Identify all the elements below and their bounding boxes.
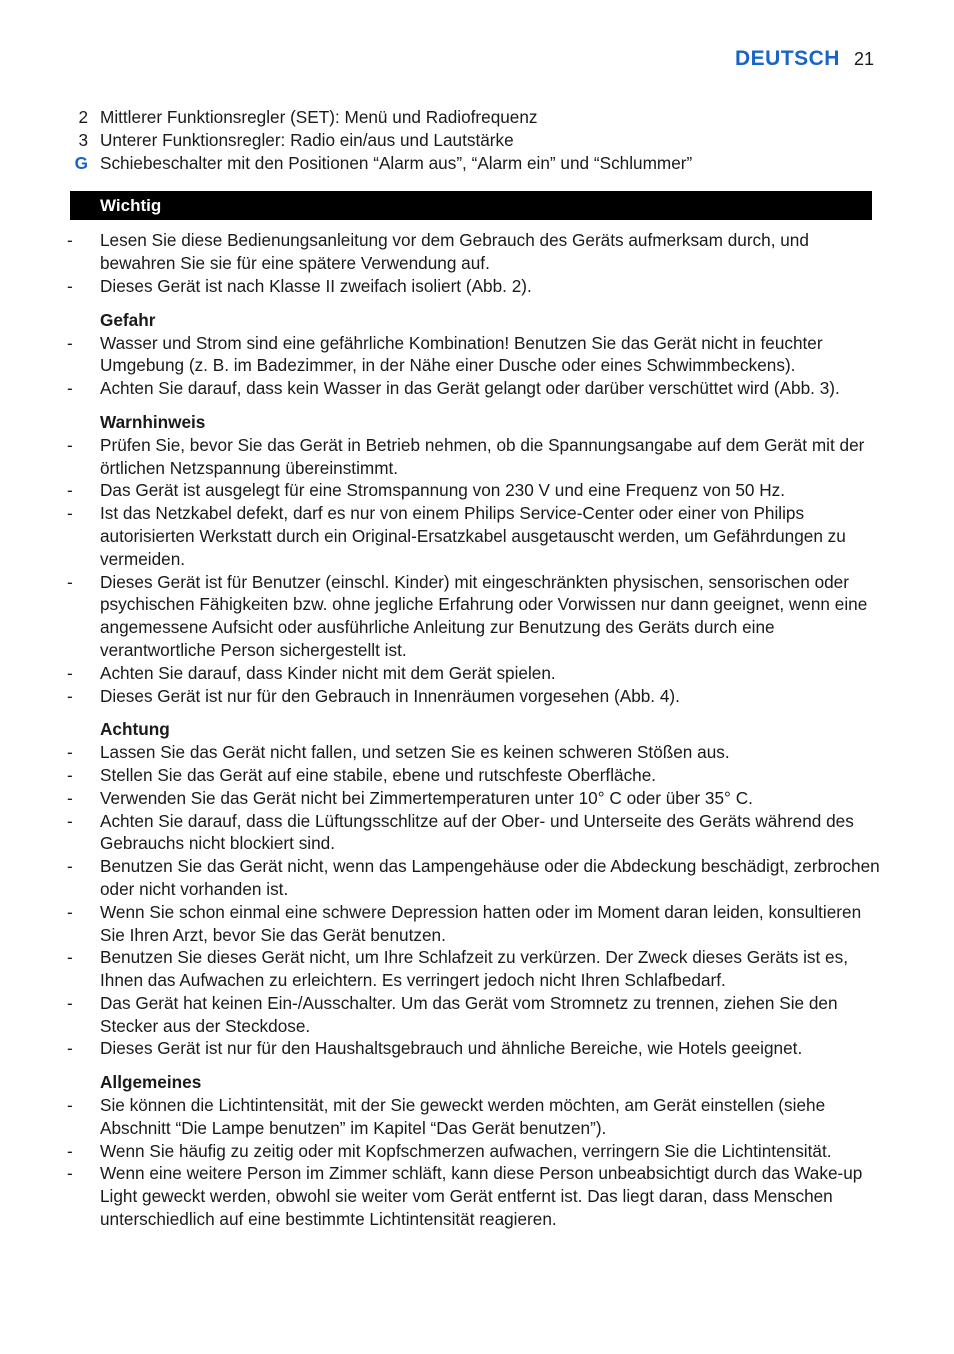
document-body: [60, 106, 880, 1231]
list-item-text: Lassen Sie das Gerät nicht fallen, und setzen Sie es keinen schweren Stößen aus.: [100, 742, 730, 763]
list-item-text: Wasser und Strom sind eine gefährliche Kombination! Benutzen Sie das Gerät nicht in feuchter Umgebung (z. B. im Badezimmer, in der Nähe einer Dusche oder eines Schwimmbeckens).: [100, 332, 823, 376]
list-item: [60, 275, 880, 298]
section-title-bar: Wichtig: [70, 191, 872, 220]
list-item-text: Dieses Gerät ist nur für den Gebrauch in Innenräumen vorgesehen (Abb. 4).: [100, 685, 680, 706]
section-heading-gefahr: Gefahr: [100, 309, 156, 330]
list-item-text: Wenn Sie schon einmal eine schwere Depression hatten oder im Moment daran leiden, konsultieren Sie Ihren Arzt, bevor Sie das Gerät benutzen.: [100, 901, 862, 945]
list-item-text: Ist das Netzkabel defekt, darf es nur von einem Philips Service-Center oder einer von Philips autorisierten Werkstatt durch ein Original-Ersatzkabel ausgetauscht werden, um Gefährdungen zu vermeiden.: [100, 503, 846, 569]
list-item: [60, 1140, 880, 1163]
list-item: [60, 901, 880, 947]
dash-bullet: -: [67, 480, 73, 501]
list-item: [60, 787, 880, 810]
list-item: [60, 662, 880, 685]
general-list: [60, 229, 880, 297]
dash-bullet: -: [67, 901, 73, 922]
list-item-text: Achten Sie darauf, dass die Lüftungsschlitze auf der Ober- und Unterseite des Geräts während des Gebrauchs nicht blockiert sind.: [100, 810, 854, 854]
list-item: [60, 1037, 880, 1060]
list-item: [60, 571, 880, 662]
warnhinweis-list: [60, 434, 880, 708]
page-number: 21: [853, 49, 874, 69]
dash-bullet: -: [67, 662, 73, 683]
intro-list: [60, 106, 880, 174]
list-item: [60, 855, 880, 901]
list-item: [60, 377, 880, 400]
list-item-text: Dieses Gerät ist nur für den Haushaltsgebrauch und ähnliche Bereiche, wie Hotels geeignet.: [100, 1038, 803, 1059]
list-item-text: Achten Sie darauf, dass Kinder nicht mit dem Gerät spielen.: [100, 662, 556, 683]
dash-bullet: -: [67, 992, 73, 1013]
dash-bullet: -: [67, 1038, 73, 1059]
dash-bullet: -: [67, 764, 73, 785]
list-item-text: Benutzen Sie das Gerät nicht, wenn das Lampengehäuse oder die Abdeckung beschädigt, zerbrochen oder nicht vorhanden ist.: [100, 856, 880, 899]
achtung-list: [60, 741, 880, 1060]
dash-bullet: -: [67, 856, 73, 877]
list-item-text: Benutzen Sie dieses Gerät nicht, um Ihre Schlafzeit zu verkürzen. Der Zweck dieses Geräts ist es, Ihnen das Aufwachen zu erleichtern. Es verringert jedoch nicht Ihren Schlafbedarf.: [100, 947, 848, 991]
list-item: [60, 1094, 880, 1140]
dash-bullet: -: [67, 378, 73, 399]
dash-bullet: -: [67, 1140, 73, 1161]
dash-bullet: -: [67, 787, 73, 808]
list-item: [60, 332, 880, 378]
list-item: [60, 1162, 880, 1230]
list-item-text: Schiebeschalter mit den Positionen “Alarm aus”, “Alarm ein” und “Schlummer”: [100, 152, 693, 173]
gefahr-list: [60, 332, 880, 400]
list-item-text: Unterer Funktionsregler: Radio ein/aus und Lautstärke: [100, 129, 514, 150]
list-item: [60, 810, 880, 856]
list-item: [60, 946, 880, 992]
list-item: [60, 434, 880, 480]
item-number: 3: [78, 129, 88, 150]
list-item-text: Achten Sie darauf, dass kein Wasser in das Gerät gelangt oder darüber verschüttet wird (Abb. 3).: [100, 378, 840, 399]
list-item: [60, 764, 880, 787]
item-letter: G: [74, 152, 88, 173]
list-item-text: Lesen Sie diese Bedienungsanleitung vor dem Gebrauch des Geräts aufmerksam durch, und bewahren Sie sie für eine spätere Verwendung auf.: [100, 230, 809, 274]
section-heading-allgemeines: Allgemeines: [100, 1072, 202, 1093]
list-item: [60, 992, 880, 1038]
list-item-text: Dieses Gerät ist für Benutzer (einschl. Kinder) mit eingeschränkten physischen, sensorischen oder psychischen Fähigkeiten bzw. ohne jegliche Erfahrung oder Vorwissen nur dann geeignet, wenn eine angemessene Aufsicht oder ausführliche Anleitung zur Benutzung des Geräts durch eine verantwortliche Person sichergestellt ist.: [100, 571, 868, 660]
dash-bullet: -: [67, 503, 73, 524]
language-label: DEUTSCH: [734, 47, 840, 70]
dash-bullet: -: [67, 230, 73, 251]
dash-bullet: -: [67, 1095, 73, 1116]
list-item-text: Das Gerät ist ausgelegt für eine Stromspannung von 230 V und eine Frequenz von 50 Hz.: [100, 480, 786, 501]
list-item: [60, 106, 880, 129]
allgemeines-list: [60, 1094, 880, 1231]
list-item-text: Stellen Sie das Gerät auf eine stabile, ebene und rutschfeste Oberfläche.: [100, 764, 657, 785]
list-item-text: Wenn eine weitere Person im Zimmer schläft, kann diese Person unbeabsichtigt durch das Wake-up Light geweckt werden, obwohl sie weiter vom Gerät entfernt ist. Das liegt daran, dass Menschen unterschiedlich auf eine bestimmte Lichtintensität reagieren.: [100, 1163, 863, 1230]
list-item-text: Prüfen Sie, bevor Sie das Gerät in Betrieb nehmen, ob die Spannungsangabe auf dem Gerät mit der örtlichen Netzspannung übereinstimmt.: [100, 434, 865, 478]
dash-bullet: -: [67, 571, 73, 592]
list-item-text: Das Gerät hat keinen Ein-/Ausschalter. Um das Gerät vom Stromnetz zu trennen, ziehen Sie den Stecker aus der Steckdose.: [100, 992, 838, 1036]
list-item-text: Verwenden Sie das Gerät nicht bei Zimmertemperaturen unter 10° C oder über 35° C.: [100, 787, 753, 808]
dash-bullet: -: [67, 1163, 73, 1184]
dash-bullet: -: [67, 810, 73, 831]
dash-bullet: -: [67, 434, 73, 455]
list-item-text: Wenn Sie häufig zu zeitig oder mit Kopfschmerzen aufwachen, verringern Sie die Lichtintensität.: [100, 1140, 832, 1161]
list-item: [60, 229, 880, 275]
item-number: 2: [78, 107, 88, 127]
dash-bullet: -: [67, 742, 73, 763]
list-item-text: Mittlerer Funktionsregler (SET): Menü und Radiofrequenz: [100, 107, 538, 127]
list-item-text: Dieses Gerät ist nach Klasse II zweifach isoliert (Abb. 2).: [100, 275, 532, 296]
list-item: [60, 502, 880, 570]
dash-bullet: -: [67, 947, 73, 968]
section-heading-achtung: Achtung: [100, 719, 170, 740]
list-item: [60, 741, 880, 764]
list-item: [60, 685, 880, 708]
list-item: [60, 479, 880, 502]
list-item: [60, 152, 880, 175]
list-item-text: Sie können die Lichtintensität, mit der Sie geweckt werden möchten, am Gerät einstellen (siehe Abschnitt “Die Lampe benutzen” im Kapitel “Das Gerät benutzen”).: [100, 1095, 826, 1138]
section-heading-warnhinweis: Warnhinweis: [100, 411, 206, 432]
list-item: [60, 129, 880, 152]
dash-bullet: -: [67, 685, 73, 706]
page-header: [735, 47, 874, 71]
dash-bullet: -: [67, 275, 73, 296]
dash-bullet: -: [67, 332, 73, 353]
